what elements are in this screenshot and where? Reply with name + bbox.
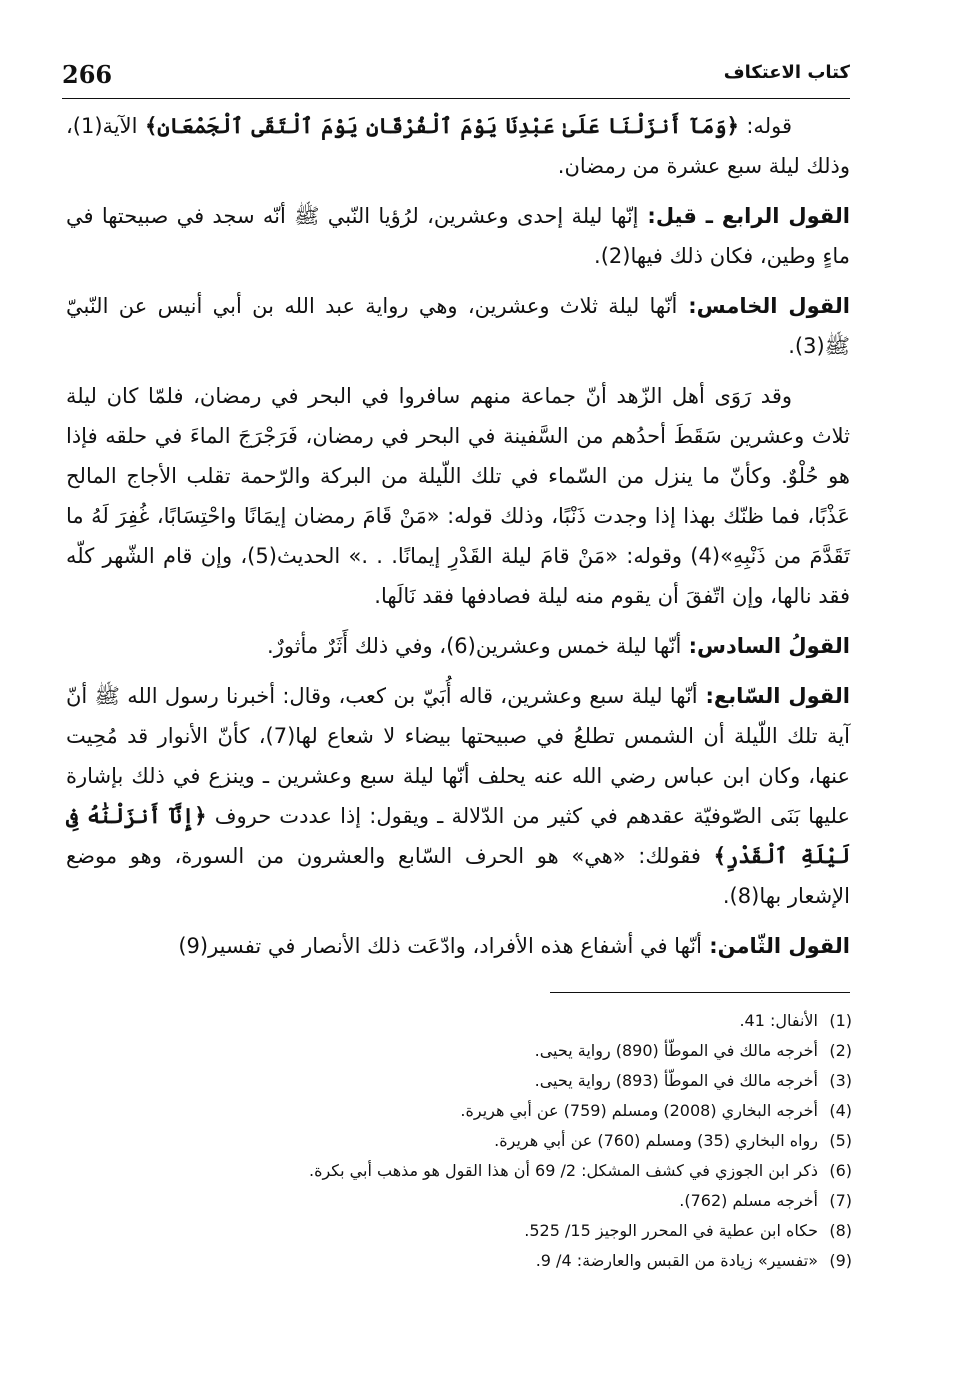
footnote-number: (8) — [829, 1221, 852, 1240]
section-label: القول السّابع: — [697, 684, 850, 708]
section-label: القول الخامس: — [677, 294, 850, 318]
footnote-text: «تفسير» زيادة من القبس والعارضة: 4/ 9. — [535, 1251, 818, 1270]
footnote-separator — [550, 992, 850, 993]
footnote-text: أخرجه مالك في الموطّأ (893) رواية يحيى. — [534, 1071, 818, 1090]
text-run: قوله: — [738, 114, 792, 138]
footnote — [172, 1068, 852, 1093]
footnote — [172, 1128, 852, 1153]
quran-verse: ﴿وَمَآ أَنزَلْنَا عَلَىٰ عَبْدِنَا يَوْمَ ٱلْفُرْقَانِ يَوْمَ ٱلْتَقَى ٱلْجَمْعَانِ﴾ — [144, 113, 739, 138]
footnote-text: أخرجه البخاري (2008) ومسلم (759) عن أبي هريرة. — [460, 1101, 818, 1120]
footnote-number: (3) — [829, 1071, 852, 1090]
page-number: 266 — [62, 60, 113, 89]
footnote-text: أخرجه مالك في الموطّأ (890) رواية يحيى. — [534, 1041, 818, 1060]
footnote-text: أخرجه مسلم (762). — [679, 1191, 818, 1210]
footnote-text: ذكر ابن الجوزي في كشف المشكل: 2/ 69 أن هذا القول هو مذهب أبي بكرة. — [308, 1161, 818, 1180]
text-run: أنّها في أشفاع هذه الأفراد، وادّعَت ذلك الأنصار في تفسير(9) — [178, 934, 702, 958]
paragraph — [66, 106, 850, 186]
footnote-number: (4) — [829, 1101, 852, 1120]
paragraph — [66, 196, 850, 276]
footnote — [172, 1248, 852, 1273]
text-run: إنّها ليلة إحدى وعشرين، لرُؤيا النّبي ﷺ أنّه سجد في صبيحتها في ماءٍ وطين، فكان ذلك فيها(2). — [66, 204, 850, 268]
text-run: وقد رَوَى أهل الزّهد أنّ جماعة منهم سافروا في البحر في رمضان، فلمّا كان ليلة ثلاث وعشرين سَقَطَ أحدُهم من السَّفينة في البحر في رمضان، فَرَجْرَجَ الماءَ في حلقه فإذا هو حُلْوٌ. وكأنّ ما ينزل من السّماء في تلك اللّيلة من البركة والرّحمة تقلب الأجاج المالح عَذْبًا، فما ظنّك بهذا إذا وجدت ذَنْبًا، وذلك قوله: «مَنْ قَامَ رمضان إيمَانًا واحْتِسَابًا، غُفِرَ لَهُ ما تَقَدَّمَ من ذَنْبِهِ»(4) وقوله: «مَنْ قامَ ليلة القَدْرِ إيمانًا. . .» الحديث(5)، وإن قام الشّهر كلّه فقد نالها، وإن اتّفقَ أن يقوم منه ليلة فصادفها فقد نَالَها. — [66, 384, 851, 608]
page-header — [62, 58, 850, 99]
footnote-number: (6) — [829, 1161, 852, 1180]
footnote-number: (9) — [829, 1251, 852, 1270]
paragraph — [66, 676, 850, 916]
quran-verse: ﴿إِنَّآ أَنزَلْنَٰهُ فِى لَيْلَةِ ٱلْقَدْرِ﴾ — [66, 803, 850, 868]
footnote — [172, 1158, 852, 1183]
footnote-text: حكاه ابن عطية في المحرر الوجيز 15/ 525. — [524, 1221, 818, 1240]
footnote — [172, 1218, 852, 1243]
text-run: فقولك: «هي» هو الحرف السّابع والعشرون من السورة، وهو موضع الإشعار بها(8). — [66, 844, 850, 908]
footnote-number: (5) — [829, 1131, 852, 1150]
paragraph — [66, 286, 850, 366]
paragraph — [66, 926, 850, 966]
footnote-number: (1) — [829, 1011, 852, 1030]
paragraph — [66, 376, 850, 616]
footnote — [172, 1008, 852, 1033]
footnote-text: رواه البخاري (35) ومسلم (760) عن أبي هريرة. — [494, 1131, 818, 1150]
running-title: كتاب الاعتكاف — [723, 62, 850, 83]
footnote — [172, 1098, 852, 1123]
paragraph — [66, 626, 850, 666]
footnote-number: (2) — [829, 1041, 852, 1060]
footnotes — [172, 1008, 852, 1278]
footnote-text: الأنفال: 41. — [739, 1011, 818, 1030]
text-run: الآية(1)، وذلك ليلة سبع عشرة من رمضان. — [66, 114, 850, 178]
main-text — [66, 106, 850, 976]
footnote — [172, 1038, 852, 1063]
footnote — [172, 1188, 852, 1213]
text-run: أنّها ليلة ثلاث وعشرين، وهي رواية عبد الله بن أبي أنيس عن النّبيّ ﷺ(3). — [66, 294, 850, 358]
footnote-number: (7) — [829, 1191, 852, 1210]
text-run: أنّها ليلة خمس وعشرين(6)، وفي ذلك أَثَرٌ مأثورٌ. — [267, 634, 682, 658]
section-label: القولُ السادس: — [681, 634, 850, 658]
section-label: القول الثّامن: — [701, 934, 850, 958]
section-label: القول الرابع ـ قيل: — [638, 204, 850, 228]
text-run: أنّها ليلة سبع وعشرين، قاله أُبَيّ بن كعب، وقال: أخبرنا رسول الله ﷺ أنّ آية تلك اللّيلة أن الشمس تطلعُ في صبيحتها بيضاء لا شعاع لها(7)، كأنّ الأنوار قد مُحِيت عنها، وكان ابن عباس رضي الله عنه يحلف أنّها ليلة سبع وعشرين ـ وينزع في ذلك بإشارة عليها بَنَى الصّوفيّة عقدهم في كثير من الدّلالة ـ ويقول: إذا عددت حروف — [66, 684, 850, 828]
